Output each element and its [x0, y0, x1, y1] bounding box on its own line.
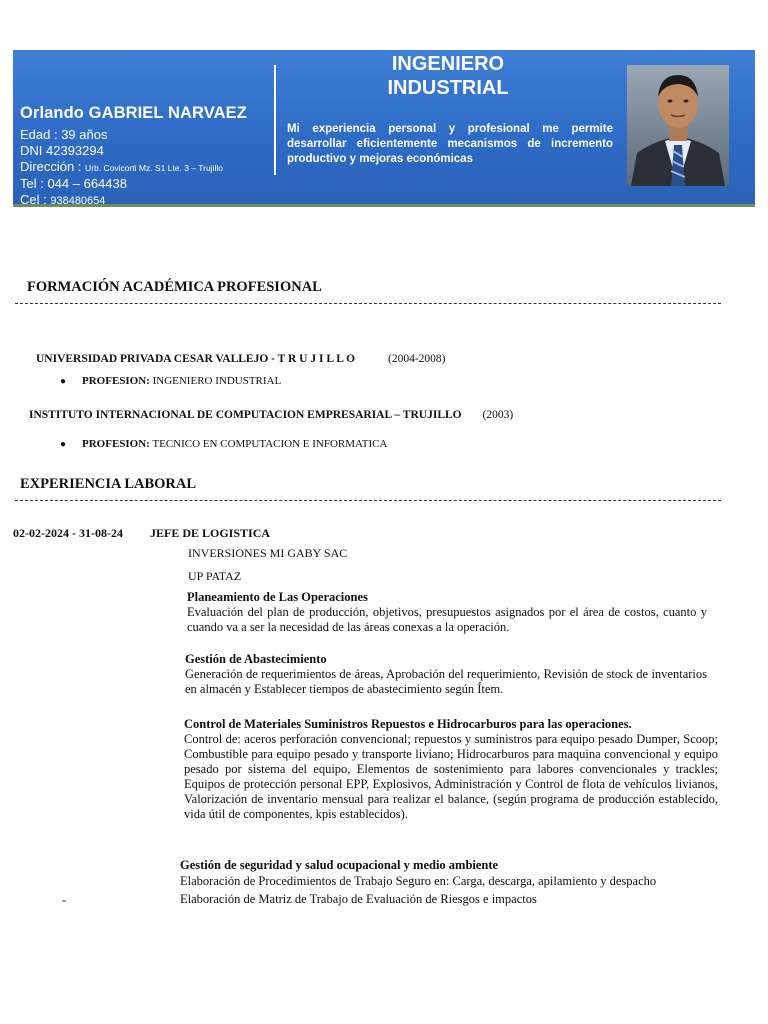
block-line-safety-1: Elaboración de Procedimientos de Trabajo Seguro en: Carga, descarga, apilamiento y despacho: [180, 874, 657, 888]
education-divider: [15, 303, 721, 304]
bullet-icon: ●: [60, 376, 67, 387]
block-body-planning: Evaluación del plan de producción, objetivos, presupuestos asignados por el área de costos, cuanto y cuando va a ser la necesidad de las áreas conexas a la operación.: [187, 605, 707, 634]
cell-value: 938480654: [50, 195, 106, 207]
profession-bullet: [60, 375, 281, 387]
person-name: Orlando GABRIEL NARVAEZ: [20, 104, 247, 122]
job-title: [298, 52, 598, 100]
dni: DNI 42393294: [20, 143, 104, 158]
experience-divider: [15, 500, 721, 501]
address-label: Dirección :: [20, 159, 86, 174]
cell: [20, 192, 275, 209]
profile-description: Mi experiencia personal y profesional me permite desarrollar eficientemente mecanismos de incremento productivo y mejoras económicas: [287, 123, 613, 165]
contact-block: [20, 104, 275, 209]
portrait-image: [627, 65, 729, 186]
job-title-line1: INGENIERO: [391, 53, 505, 75]
dash-marker: -: [62, 893, 67, 907]
address-value: Urb. Covicorti Mz. S1 Lte. 3 – Trujillo: [85, 163, 223, 173]
age: Edad : 39 años: [20, 127, 108, 142]
profession-value: INGENIERO INDUSTRIAL: [152, 375, 282, 387]
header-banner: [13, 50, 755, 207]
education-section-title: FORMACIÓN ACADÉMICA PROFESIONAL: [27, 279, 322, 295]
experience-section-title: EXPERIENCIA LABORAL: [20, 476, 197, 492]
profession-value: TECNICO EN COMPUTACION E INFORMATICA: [152, 438, 388, 450]
institution-name: UNIVERSIDAD PRIVADA CESAR VALLEJO - T R U J I L L O: [36, 353, 356, 365]
block-line-safety-2: Elaboración de Matriz de Trabajo de Evaluación de Riesgos e impactos: [180, 892, 537, 906]
block-heading-supply: Gestión de Abastecimiento: [185, 652, 327, 666]
block-body-materials: Control de: aceros perforación convencional; repuestos y suministros para equipo pesado Dumper, Scoop; Combustible para equipo pesado y transporte liviano; Hidrocarburos para maquina convencional y equipo pesado por sistema del equipo, Elementos de sostenimiento para labores convencionales y trackles; Equipos de protección personal EPP, Explosivos, Administración y Control de flota de vehículos livianos, Valorización de inventario mensual para realizar el balance, (según programa de producción establecido, vida útil de componentes, kpis establecidos).: [184, 732, 718, 821]
job-title-line2: INDUSTRIAL: [387, 77, 509, 99]
bullet-icon: ●: [60, 439, 67, 450]
block-heading-materials: Control de Materiales Suministros Repuestos e Hidrocarburos para las operaciones.: [184, 717, 632, 731]
block-body-supply: Generación de requerimientos de áreas, Aprobación del requerimiento, Revisión de stock de inventarios en almacén y Establecer tiempos de abastecimiento según Ítem.: [185, 667, 707, 696]
cell-label: Cel :: [20, 192, 51, 207]
header-divider: [274, 65, 276, 175]
company-name: INVERSIONES MI GABY SAC: [188, 546, 348, 560]
phone: Tel : 044 – 664438: [20, 176, 127, 191]
profession-label: PROFESION:: [82, 438, 150, 450]
address: [20, 159, 275, 176]
profile-photo: [627, 65, 729, 186]
job-position: JEFE DE LOGISTICA: [150, 526, 271, 540]
block-heading-safety: Gestión de seguridad y salud ocupacional y medio ambiente: [180, 858, 499, 872]
institution-years: (2004-2008): [387, 353, 446, 365]
job-dates: 02-02-2024 - 31-08-24: [13, 526, 123, 540]
profession-label: PROFESION:: [82, 375, 150, 387]
company-unit: UP PATAZ: [188, 569, 242, 583]
institution-name: INSTITUTO INTERNACIONAL DE COMPUTACION EMPRESARIAL – TRUJILLO: [29, 409, 462, 421]
profession-bullet: [60, 438, 387, 450]
block-heading-planning: Planeamiento de Las Operaciones: [187, 590, 368, 604]
institution-years: (2003): [482, 409, 514, 421]
education-item-university: [36, 353, 445, 365]
education-item-institute: [29, 409, 513, 421]
